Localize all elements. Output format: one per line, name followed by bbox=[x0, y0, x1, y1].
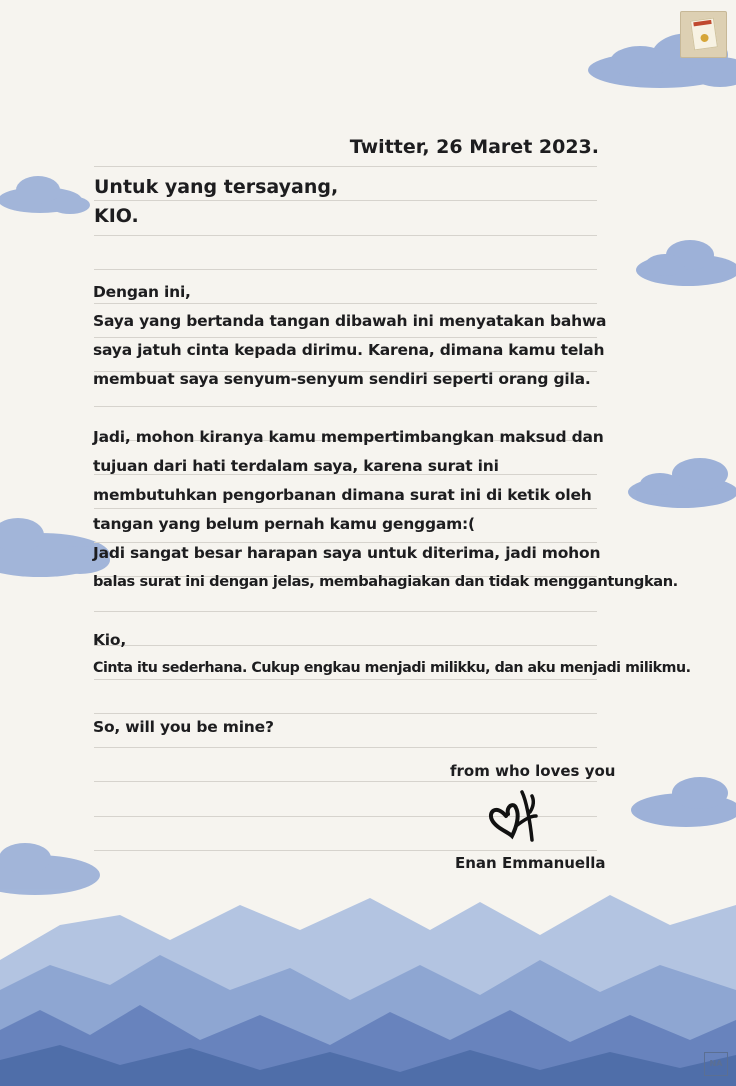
cloud-right-lower bbox=[628, 458, 736, 508]
body-line: tujuan dari hati terdalam saya, karena surat ini bbox=[93, 457, 499, 475]
body-line: Jadi, mohon kiranya kamu mempertimbangkan maksud dan bbox=[93, 428, 604, 446]
cloud-left-upper bbox=[0, 176, 90, 214]
cloud-left-bottom bbox=[0, 843, 100, 895]
ruled-line bbox=[94, 200, 597, 201]
question-line: So, will you be mine? bbox=[93, 718, 274, 736]
signature-name: Enan Emmanuella bbox=[455, 854, 606, 872]
body-line: Jadi sangat besar harapan saya untuk diterima, jadi mohon bbox=[93, 544, 601, 562]
postage-stamp-icon bbox=[680, 11, 727, 58]
cloud-right-middle bbox=[636, 240, 736, 286]
logo-icon: NA bbox=[704, 1052, 728, 1076]
body-line: Cinta itu sederhana. Cukup engkau menjadi milikku, dan aku menjadi milikmu. bbox=[93, 660, 691, 676]
ruled-line bbox=[94, 235, 597, 236]
ruled-line bbox=[94, 611, 597, 612]
ruled-line bbox=[94, 850, 597, 851]
letter-date: Twitter, 26 Maret 2023. bbox=[349, 136, 599, 158]
ruled-line bbox=[94, 166, 597, 167]
recipient-name: KIO. bbox=[94, 205, 139, 227]
body-line: Saya yang bertanda tangan dibawah ini menyatakan bahwa bbox=[93, 312, 607, 330]
salutation: Untuk yang tersayang, bbox=[94, 176, 339, 198]
cloud-right-bottom bbox=[631, 777, 736, 827]
ruled-line bbox=[94, 645, 597, 646]
body-line: balas surat ini dengan jelas, membahagiakan dan tidak menggantungkan. bbox=[93, 573, 678, 590]
ruled-line bbox=[94, 542, 597, 543]
signature-icon bbox=[486, 786, 542, 844]
body-line: membutuhkan pengorbanan dimana surat ini di ketik oleh bbox=[93, 486, 592, 504]
body-line: Dengan ini, bbox=[93, 283, 191, 301]
ruled-line bbox=[94, 679, 597, 680]
body-line: saya jatuh cinta kepada dirimu. Karena, dimana kamu telah bbox=[93, 341, 605, 359]
ruled-line bbox=[94, 337, 597, 338]
ruled-line bbox=[94, 508, 597, 509]
ruled-line bbox=[94, 713, 597, 714]
ruled-line bbox=[94, 303, 597, 304]
ruled-line bbox=[94, 269, 597, 270]
body-line: membuat saya senyum-senyum sendiri seperti orang gila. bbox=[93, 370, 591, 388]
body-line: tangan yang belum pernah kamu genggam:( bbox=[93, 515, 475, 533]
closing-line: from who loves you bbox=[450, 762, 616, 780]
ruled-line bbox=[94, 406, 597, 407]
ruled-line bbox=[94, 747, 597, 748]
body-line: Kio, bbox=[93, 631, 127, 649]
ruled-line bbox=[94, 781, 597, 782]
